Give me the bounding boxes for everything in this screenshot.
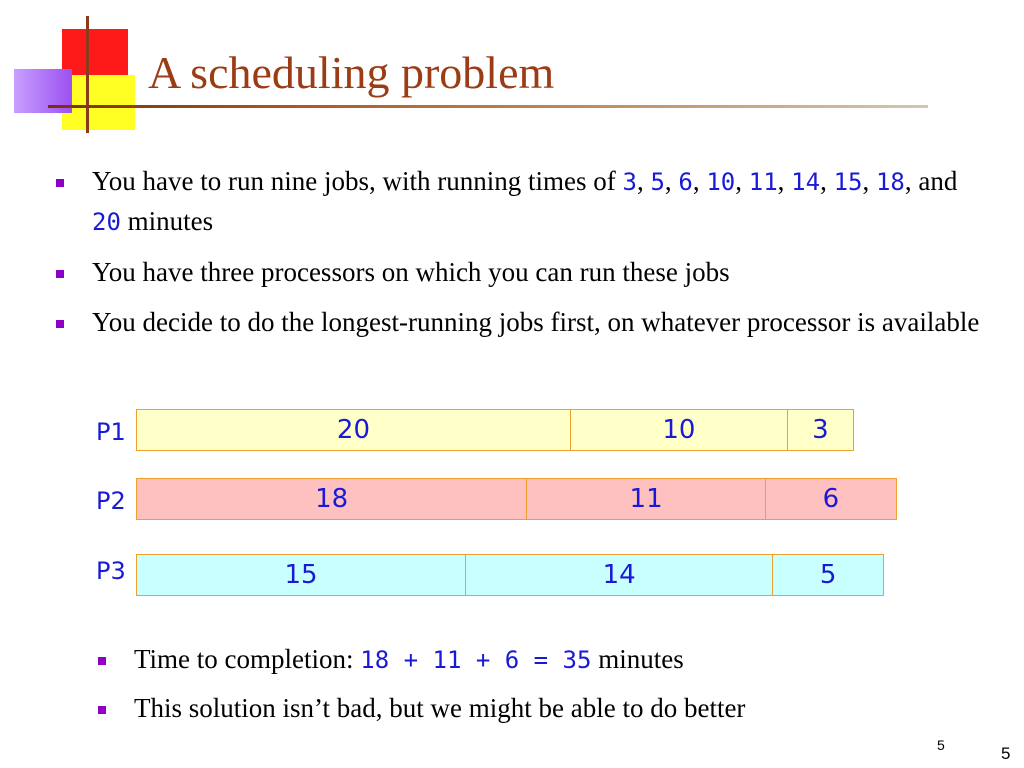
job-segment: 3 — [812, 415, 829, 445]
bullet-code-text: 3 — [622, 168, 637, 196]
bullet-text: You have three processors on which you can run these jobs — [92, 257, 730, 287]
job-segment: 18 — [137, 479, 527, 519]
bullet-code-text: 20 — [92, 208, 121, 236]
bullet-code-text: 18 + 11 + 6 = 35 — [360, 646, 592, 674]
decor-vertical-line — [86, 16, 89, 133]
decor-yellow-square — [62, 75, 135, 130]
bullet-text: , and — [904, 166, 958, 196]
bullet-text: , — [664, 166, 679, 196]
bullet-text: , — [636, 166, 651, 196]
bottom-bullet-list — [134, 640, 1014, 737]
job-segment: 14 — [466, 555, 773, 595]
job-segment: 11 — [527, 479, 766, 519]
bullet-text: , — [692, 166, 707, 196]
top-bullet-list — [92, 162, 992, 353]
bullet-text: minutes — [120, 206, 214, 236]
bullet-code-text: 11 — [748, 168, 778, 196]
bullet-text: You have to run nine jobs, with running times of — [92, 166, 623, 196]
title-underline — [48, 105, 928, 108]
bullet-text: , — [777, 166, 792, 196]
bullet-item — [134, 689, 1014, 728]
bullet-item — [92, 253, 992, 292]
job-segment: 5 — [819, 560, 837, 590]
bullet-item — [92, 303, 992, 342]
processor-bar-p1 — [136, 409, 854, 451]
bullet-text: This solution isn’t bad, but we might be able to do better — [134, 693, 746, 723]
slide-title: A scheduling problem — [148, 47, 555, 98]
bullet-text: , — [735, 166, 749, 196]
processor-label-p2: P2 — [96, 487, 126, 515]
bullet-text: You decide to do the longest-running jobs first, on whatever processor is available — [92, 307, 980, 337]
job-segment: 15 — [137, 555, 466, 595]
job-segment: 6 — [822, 484, 840, 514]
bullet-code-text: 10 — [706, 168, 736, 196]
bullet-item — [92, 162, 992, 242]
job-segment: 20 — [137, 410, 571, 450]
bullet-code-text: 14 — [791, 168, 821, 196]
bullet-square-icon — [56, 179, 64, 187]
bullet-text: , — [862, 166, 876, 196]
bullet-code-text: 5 — [650, 168, 665, 196]
processor-label-p1: P1 — [96, 418, 126, 446]
bullet-code-text: 18 — [875, 168, 905, 196]
bullet-square-icon — [98, 657, 106, 665]
bullet-code-text: 15 — [833, 168, 863, 196]
job-segment: 10 — [571, 410, 788, 450]
bullet-text: minutes — [591, 644, 684, 674]
processor-bar-p2 — [136, 478, 897, 520]
bullet-text: , — [820, 166, 834, 196]
page-number-inner: 5 — [937, 737, 945, 753]
page-number-outer: 5 — [1001, 744, 1011, 763]
processor-label-p3: P3 — [96, 557, 126, 585]
bullet-text: Time to completion: — [134, 644, 361, 674]
bullet-square-icon — [56, 270, 64, 278]
processor-bar-p3 — [136, 554, 884, 596]
bullet-item — [134, 640, 1014, 680]
bullet-square-icon — [98, 706, 106, 714]
bullet-square-icon — [56, 320, 64, 328]
bullet-code-text: 6 — [678, 168, 693, 196]
